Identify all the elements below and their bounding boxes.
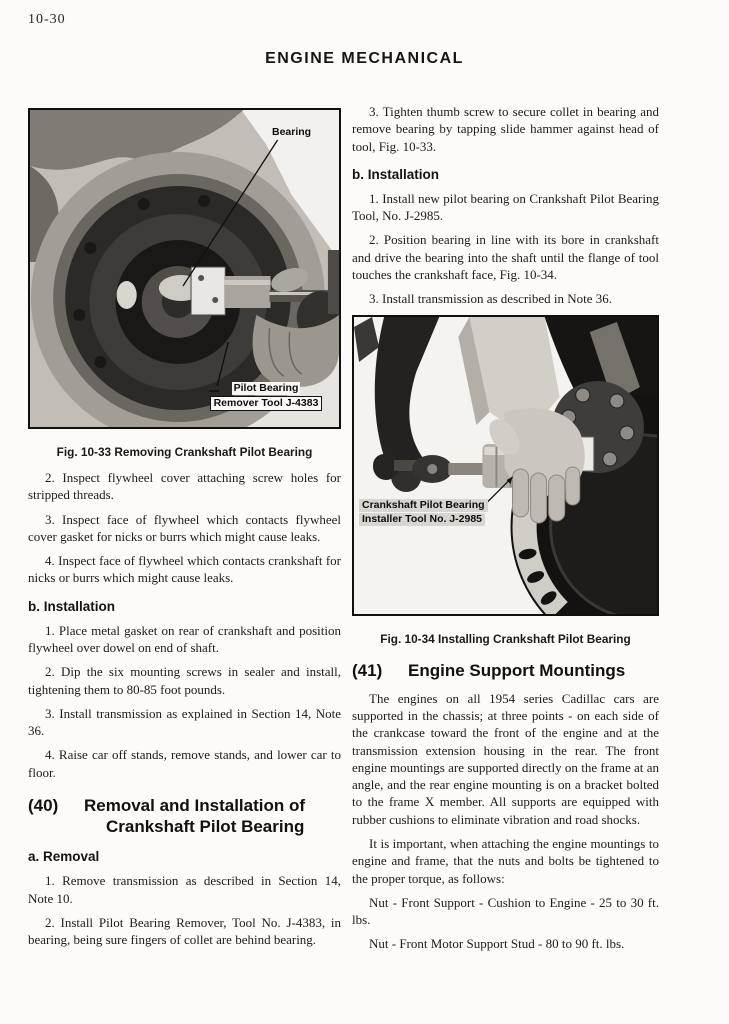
paragraph: 4. Inspect face of flywheel which contacts crankshaft for nicks or burrs which might cause leaks.: [28, 553, 341, 586]
paragraph: 4. Raise car off stands, remove stands, and lower car to floor.: [28, 747, 341, 780]
page-title: ENGINE MECHANICAL: [265, 50, 464, 67]
paragraph: 2. Inspect flywheel cover attaching screw holes for stripped threads.: [28, 470, 341, 503]
torque-note: Nut - Front Motor Support Stud - 80 to 90 ft. lbs.: [369, 936, 625, 952]
subheading-installation-left: b. Installation: [28, 598, 116, 614]
pilot-bearing-installer-photo-illustration: [354, 317, 657, 614]
left-column: [28, 108, 341, 956]
paragraph: 2. Position bearing in line with its bore in crankshaft and drive the bearing into the shaft until the flange of tool touches the crankshaft face, Fig. 10-34.: [352, 232, 659, 282]
figure-label-installer-tool: [359, 499, 489, 527]
remover-tool-label-line2: Remover Tool J-4383: [210, 396, 323, 411]
figure-10-33-caption: Fig. 10-33 Removing Crankshaft Pilot Bearing: [56, 445, 313, 459]
figure-10-34-caption: Fig. 10-34 Installing Crankshaft Pilot Bearing: [380, 631, 631, 646]
figure-label-bearing: Bearing: [272, 126, 312, 138]
installer-tool-label-line2: Installer Tool No. J-2985: [359, 513, 485, 526]
page-number: 10-30: [28, 12, 66, 27]
paragraph: 1. Install new pilot bearing on Crankshaft Pilot Bearing Tool, No. J-2985.: [352, 190, 659, 224]
figure-10-33-photo: [28, 108, 341, 429]
section-number: (41): [352, 660, 383, 680]
figure-label-remover-tool: [202, 382, 330, 411]
section-title: Engine Support Mountings: [408, 660, 626, 680]
paragraph: 3. Tighten thumb screw to secure collet in bearing and remove bearing by tapping slide hammer against head of tool, Fig. 10-33.: [352, 104, 659, 154]
paragraph: 1. Remove transmission as described in Section 14, Note 10.: [28, 873, 341, 906]
torque-note: Nut - Front Support - Cushion to Engine - 25 to 30 ft. lbs.: [352, 894, 659, 928]
remover-tool-label-line1: Pilot Bearing: [233, 382, 299, 394]
paragraph: 3. Install transmission as described in Note 36.: [369, 291, 612, 307]
paragraph: 3. Install transmission as explained in Section 14, Note 36.: [28, 705, 341, 739]
section-title: Removal and Installation of Crankshaft Pilot Bearing: [84, 795, 306, 837]
subheading-installation-right: b. Installation: [352, 166, 440, 182]
paragraph: 2. Install Pilot Bearing Remover, Tool No. J-4383, in bearing, being sure fingers of collet are behind bearing.: [28, 915, 341, 948]
section-heading-41: [352, 660, 659, 681]
section-heading-40: [28, 795, 341, 838]
right-column: [352, 103, 659, 960]
section-number: (40): [28, 795, 59, 815]
paragraph: It is important, when attaching the engine mountings to engine and frame, that the nuts and bolts be tightened to the proper torque, as follows:: [352, 836, 659, 886]
paragraph: 1. Place metal gasket on rear of crankshaft and position flywheel over dowel on end of shaft.: [28, 622, 341, 655]
paragraph: The engines on all 1954 series Cadillac cars are supported in the chassis; at three points - on each side of the crankcase toward the front of the engine and at the transmission extension housing in the rear. The front engine mountings are supported directly on the frame at an angle, and the rear engine mounting is on a bracket bolted to the frame X member. All supports are equipped with rubber cushions to eliminate vibration and road shocks.: [352, 690, 659, 827]
subheading-removal: a. Removal: [28, 849, 100, 865]
flywheel-housing-photo-illustration: [30, 110, 339, 427]
paragraph: 3. Inspect face of flywheel which contacts flywheel cover gasket for nicks or burrs which might cause leaks.: [28, 511, 341, 544]
installer-tool-label-line1: Crankshaft Pilot Bearing: [359, 499, 488, 512]
paragraph: 2. Dip the six mounting screws in sealer and install, tightening them to 80-85 foot pounds.: [28, 664, 341, 697]
figure-10-34-photo: [352, 315, 659, 616]
